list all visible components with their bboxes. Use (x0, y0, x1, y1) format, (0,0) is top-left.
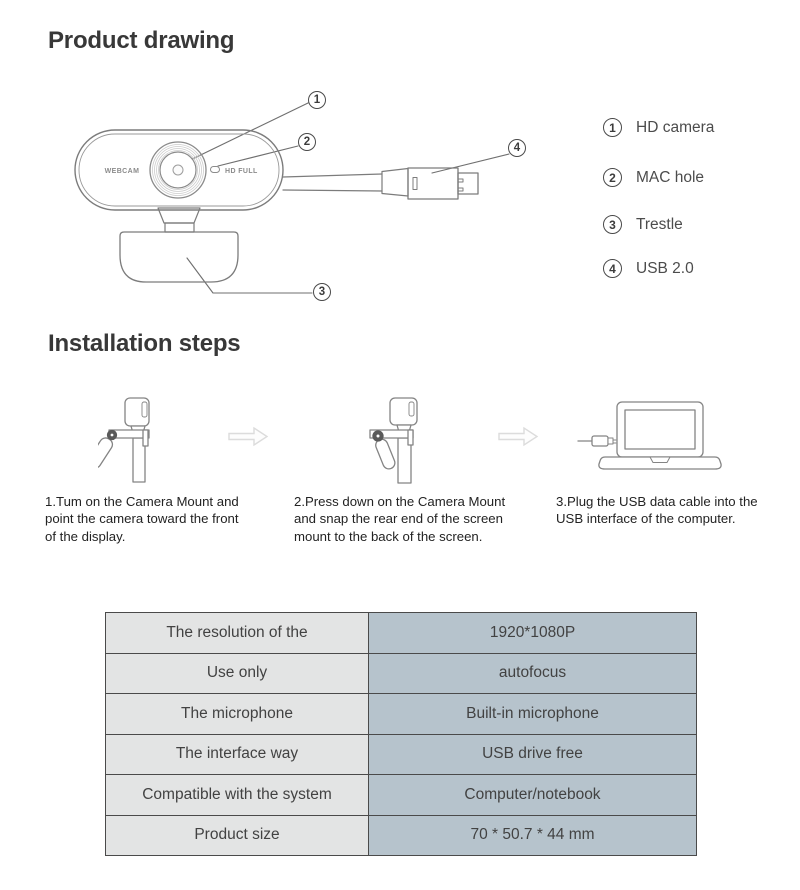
section-title-product-drawing: Product drawing (48, 27, 235, 54)
legend-item-mac-hole (603, 168, 704, 187)
table-row (106, 653, 697, 694)
spec-label: Use only (106, 653, 369, 694)
arrow-right-icon (497, 426, 539, 447)
table-row (106, 613, 697, 654)
step2-line3: mount to the back of the screen. (294, 528, 483, 544)
spec-table (105, 612, 697, 856)
step1-line3: of the display. (45, 528, 126, 544)
legend-label: USB 2.0 (636, 259, 694, 277)
callout-2-text: 2 (303, 136, 311, 148)
table-row (106, 775, 697, 816)
legend-label: MAC hole (636, 168, 705, 186)
legend-number-3: 3 (603, 215, 622, 234)
webcam-line-drawing (60, 85, 540, 310)
legend-number-2: 2 (603, 168, 622, 187)
callout-number-4 (508, 139, 526, 157)
step1-instruction (45, 493, 285, 545)
legend-number-1: 1 (603, 118, 622, 137)
spec-label: Compatible with the system (106, 775, 369, 816)
step3-line2: USB interface of the computer. (556, 511, 736, 527)
section-title-installation-steps: Installation steps (48, 330, 241, 357)
spec-value: 70 * 50.7 * 44 mm (369, 815, 697, 856)
spec-value: Built-in microphone (369, 694, 697, 735)
webcam-brand-text: WEBCAM (104, 168, 140, 175)
step3-instruction (556, 493, 786, 528)
callout-line-4 (432, 154, 509, 173)
legend-item-usb (603, 259, 694, 278)
callout-number-2 (298, 133, 316, 151)
callout-line-3 (187, 258, 312, 293)
spec-label: The resolution of the (106, 613, 369, 654)
callout-1-text: 1 (313, 94, 321, 106)
callout-number-3 (313, 283, 331, 301)
webcam-lens (150, 142, 206, 198)
spec-label: Product size (106, 815, 369, 856)
spec-label: The microphone (106, 694, 369, 735)
step2-line2: and snap the rear end of the screen (294, 511, 503, 527)
legend-label: Trestle (636, 215, 683, 233)
step1-line2: point the camera toward the front (45, 511, 239, 527)
mic-hole-icon (211, 167, 220, 173)
step2-instruction (294, 493, 534, 545)
spec-value: Computer/notebook (369, 775, 697, 816)
webcam-trestle (120, 232, 238, 282)
arrow-right-icon (227, 426, 269, 447)
usb-plug (408, 168, 478, 199)
legend-item-hd-camera (603, 118, 714, 137)
step2-camera-mount-icon (352, 391, 467, 493)
table-row (106, 815, 697, 856)
step1-camera-mount-icon (98, 393, 223, 493)
webcam-neck (158, 208, 200, 232)
callout-3-text: 3 (318, 286, 326, 298)
step1-line1: 1.Tum on the Camera Mount and (45, 494, 239, 509)
callout-lines (180, 103, 509, 293)
legend-label: HD camera (636, 118, 715, 136)
legend-number-4: 4 (603, 259, 622, 278)
callout-4-text: 4 (513, 142, 521, 154)
spec-label: The interface way (106, 734, 369, 775)
callout-number-1 (308, 91, 326, 109)
step3-laptop-usb-icon (572, 390, 722, 485)
spec-value: 1920*1080P (369, 613, 697, 654)
table-row (106, 734, 697, 775)
spec-value: USB drive free (369, 734, 697, 775)
webcam-hd-text: HD FULL (225, 168, 258, 175)
legend-item-trestle (603, 215, 683, 234)
step3-line1: 3.Plug the USB data cable into the (556, 494, 758, 509)
table-row (106, 694, 697, 735)
step2-line1: 2.Press down on the Camera Mount (294, 494, 506, 509)
usb-cable (283, 169, 408, 197)
callout-line-2 (218, 146, 298, 166)
spec-value: autofocus (369, 653, 697, 694)
